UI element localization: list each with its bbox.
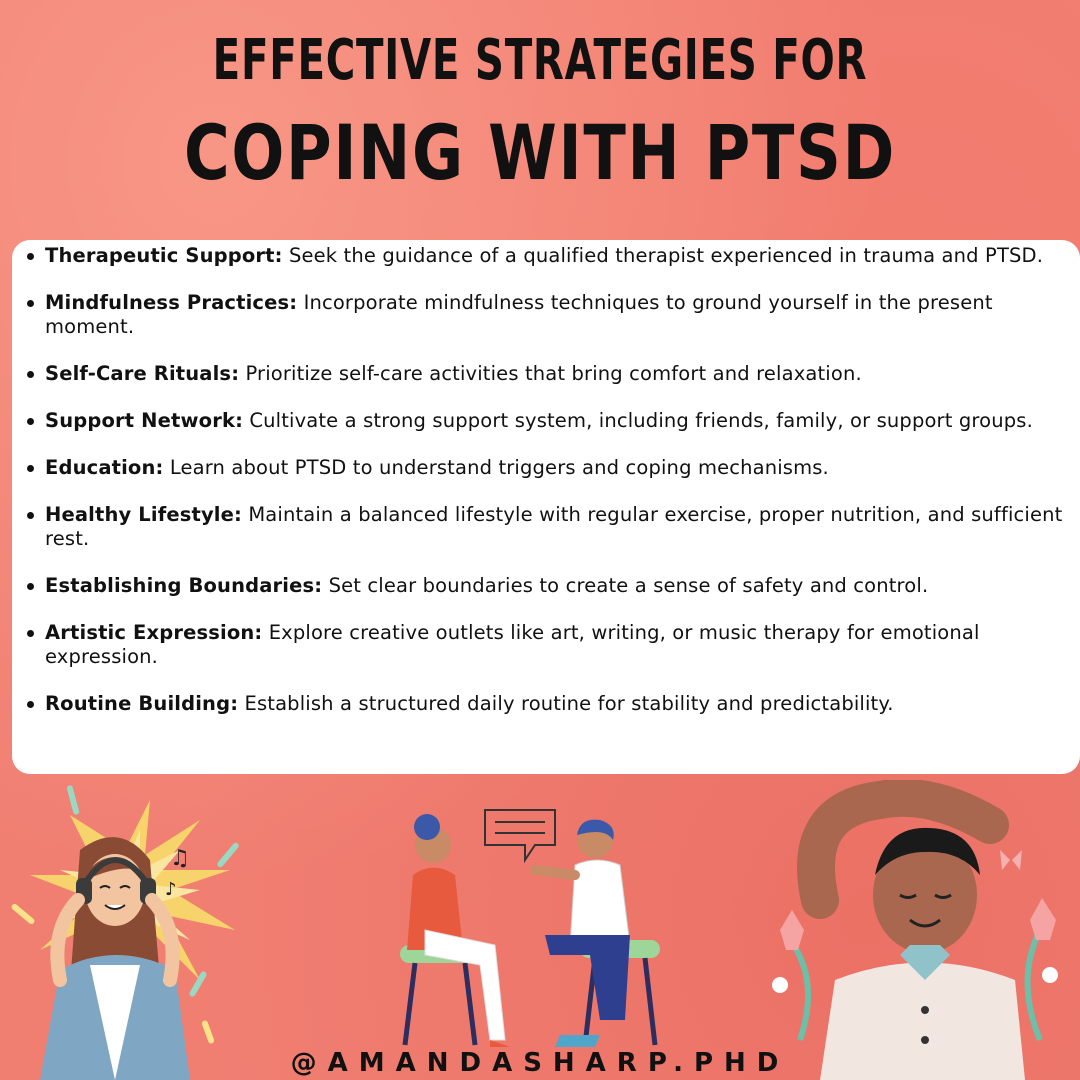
strategy-label: Support Network: <box>45 409 244 432</box>
strategy-label: Establishing Boundaries: <box>45 574 323 597</box>
strategy-text: Set clear boundaries to create a sense of safety and control. <box>322 574 929 597</box>
title-line-2: COPING WITH PTSD <box>184 108 896 197</box>
man-stretching-relaxing-illustration <box>760 780 1080 1080</box>
strategy-text: Maintain a balanced lifestyle with regular exercise, proper nutrition, and sufficient rest. <box>45 503 1063 550</box>
strategy-item <box>12 692 1068 716</box>
strategy-label: Healthy Lifestyle: <box>45 503 242 526</box>
strategy-label: Education: <box>45 456 164 479</box>
strategy-text: Learn about PTSD to understand triggers and coping mechanisms. <box>163 456 829 479</box>
strategy-label: Artistic Expression: <box>45 621 263 644</box>
svg-text:♫: ♫ <box>170 846 190 871</box>
strategy-label: Mindfulness Practices: <box>45 291 298 314</box>
title-line-1: EFFECTIVE STRATEGIES FOR <box>212 28 868 93</box>
strategy-item <box>12 621 1068 669</box>
strategy-item <box>12 362 1068 386</box>
strategy-item <box>12 503 1068 551</box>
strategy-item <box>12 574 1068 598</box>
strategy-text: Explore creative outlets like art, writing, or music therapy for emotional expression. <box>45 621 980 668</box>
strategy-item <box>12 456 1068 480</box>
speech-bubble-icon <box>485 810 555 860</box>
strategy-label: Therapeutic Support: <box>45 244 283 267</box>
strategy-text: Seek the guidance of a qualified therapist experienced in trauma and PTSD. <box>282 244 1044 267</box>
strategy-item <box>12 291 1068 339</box>
woman-listening-music-illustration <box>0 780 250 1080</box>
strategies-card <box>12 240 1080 774</box>
strategy-label: Routine Building: <box>45 692 239 715</box>
svg-text:♪: ♪ <box>165 879 177 900</box>
strategy-text: Incorporate mindfulness techniques to ground yourself in the present moment. <box>45 291 993 338</box>
strategy-label: Self-Care Rituals: <box>45 362 240 385</box>
strategy-item <box>12 409 1068 433</box>
strategy-text: Prioritize self-care activities that bring comfort and relaxation. <box>239 362 862 385</box>
butterfly-icon <box>1000 850 1022 870</box>
author-handle: @AMANDASHARP.PHD <box>290 1048 790 1078</box>
strategy-item <box>12 244 1068 268</box>
therapy-session-illustration <box>385 805 675 1055</box>
strategy-text: Cultivate a strong support system, including friends, family, or support groups. <box>243 409 1033 432</box>
strategies-list <box>12 244 1068 716</box>
strategy-text: Establish a structured daily routine for stability and predictability. <box>238 692 894 715</box>
